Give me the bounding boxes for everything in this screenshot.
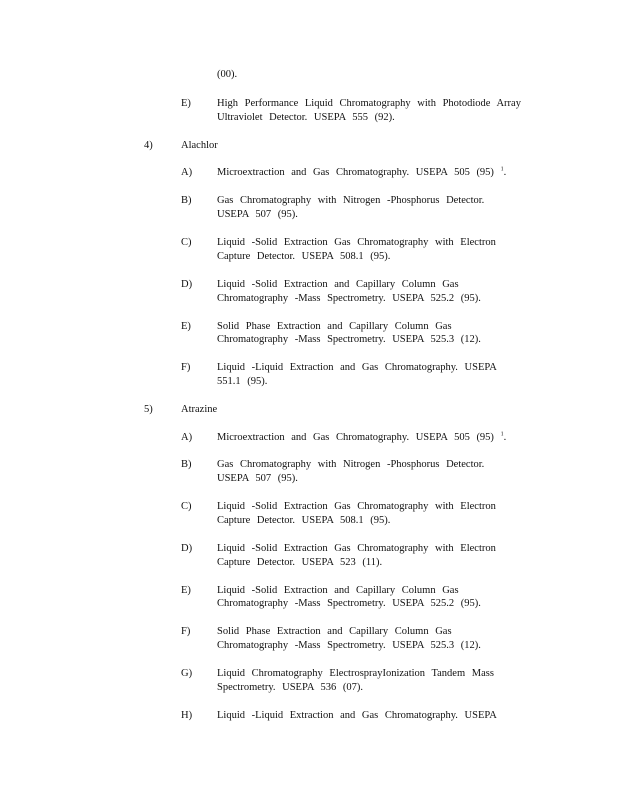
item-label: E) (181, 98, 191, 109)
item-text-line2: Chromatography -Mass Spectrometry. USEPA 525.2 (95). (217, 598, 481, 609)
item-label: D) (181, 279, 193, 290)
item-text-line2: Ultraviolet Detector. USEPA 555 (92). (217, 112, 395, 123)
item-text-line1: Microextraction and Gas Chromatography. USEPA 505 (95) $^1$. (217, 431, 507, 443)
item-text-line1: Liquid -Liquid Extraction and Gas Chromatography. USEPA (217, 710, 497, 721)
item-text-line1: Liquid Chromatography ElectrosprayIonization Tandem Mass (217, 668, 494, 679)
item-text-line2: Chromatography -Mass Spectrometry. USEPA 525.3 (12). (217, 640, 481, 651)
item-text-line2: 551.1 (95). (217, 376, 268, 387)
item-text-line1: Liquid -Solid Extraction and Capillary Column Gas (217, 585, 459, 596)
item-text-line2: Chromatography -Mass Spectrometry. USEPA 525.2 (95). (217, 293, 481, 304)
item-text-line1: Liquid -Solid Extraction and Capillary Column Gas (217, 279, 459, 290)
item-label: A) (181, 167, 193, 178)
item-label: H) (181, 710, 193, 721)
item-text-line1: Gas Chromatography with Nitrogen -Phosphorus Detector. (217, 459, 485, 470)
item-text-line2: USEPA 507 (95). (217, 209, 298, 220)
section-number: 4) (144, 140, 153, 151)
item-label: F) (181, 626, 191, 637)
item-text-line2: Capture Detector. USEPA 508.1 (95). (217, 251, 391, 262)
item-label: B) (181, 195, 192, 206)
continuation-text: (00). (217, 69, 238, 80)
item-text-line1: Liquid -Solid Extraction Gas Chromatography with Electron (217, 237, 496, 248)
item-text-line2: Capture Detector. USEPA 508.1 (95). (217, 515, 391, 526)
item-text-line1: Liquid -Solid Extraction Gas Chromatography with Electron (217, 501, 496, 512)
item-text-line1: Gas Chromatography with Nitrogen -Phosphorus Detector. (217, 195, 485, 206)
item-text-line1: Microextraction and Gas Chromatography. USEPA 505 (95) $^1$. (217, 166, 507, 178)
item-label: C) (181, 501, 192, 512)
item-text-line1: Liquid -Solid Extraction Gas Chromatography with Electron (217, 543, 496, 554)
section-number: 5) (144, 404, 153, 415)
item-text-line1: Solid Phase Extraction and Capillary Column Gas (217, 626, 452, 637)
section-title: Alachlor (181, 140, 218, 151)
item-label: D) (181, 543, 193, 554)
item-text-line2: Capture Detector. USEPA 523 (11). (217, 557, 383, 568)
item-label: A) (181, 432, 193, 443)
item-text-line2: Chromatography -Mass Spectrometry. USEPA 525.3 (12). (217, 334, 481, 345)
item-label: B) (181, 459, 192, 470)
footnote-marker: 1 (500, 166, 504, 173)
item-label: E) (181, 321, 191, 332)
section-title: Atrazine (181, 404, 218, 415)
item-text-line1: Solid Phase Extraction and Capillary Column Gas (217, 321, 452, 332)
item-text-line1: High Performance Liquid Chromatography with Photodiode Array (217, 98, 521, 109)
item-label: G) (181, 668, 193, 679)
item-text-line2: Spectrometry. USEPA 536 (07). (217, 682, 363, 693)
footnote-marker: 1 (500, 431, 504, 438)
item-label: F) (181, 362, 191, 373)
item-label: C) (181, 237, 192, 248)
item-label: E) (181, 585, 191, 596)
item-text-line2: USEPA 507 (95). (217, 473, 298, 484)
item-text-line1: Liquid -Liquid Extraction and Gas Chromatography. USEPA (217, 362, 497, 373)
